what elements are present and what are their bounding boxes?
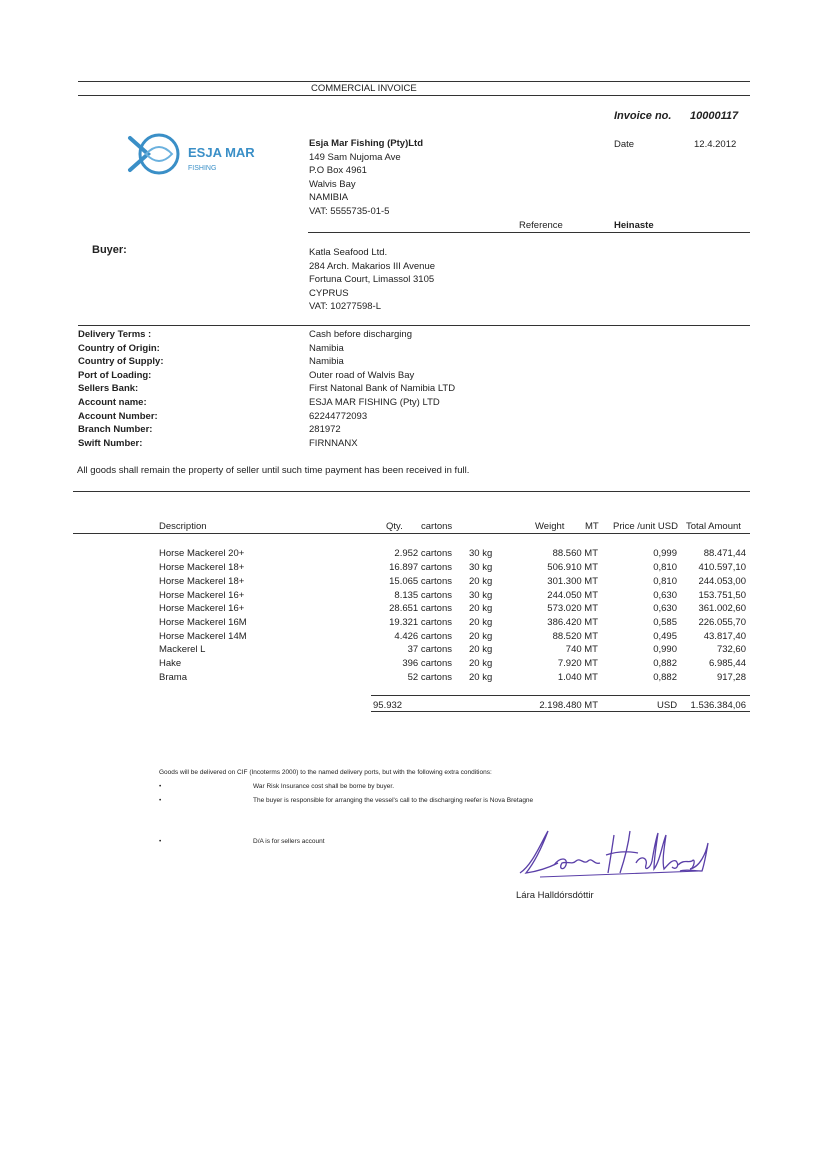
row-kg: 20 kg <box>469 617 493 628</box>
row-kg: 20 kg <box>469 603 493 614</box>
row-desc: Mackerel L <box>159 644 206 655</box>
col-qty: Qty. <box>386 521 403 532</box>
document-title: COMMERCIAL INVOICE <box>311 83 417 94</box>
condition-item: The buyer is responsible for arranging the vessel's call to the discharging reefer is Nova Bretagne <box>253 797 534 804</box>
invoice-no-value: 10000117 <box>690 110 739 122</box>
term-label: Branch Number: <box>78 424 153 436</box>
row-weight: 88.520 MT <box>552 631 598 642</box>
row-desc: Horse Mackerel 16+ <box>159 603 245 614</box>
row-weight: 7.920 MT <box>557 658 598 669</box>
row-desc: Brama <box>159 672 187 683</box>
row-total: 43.817,40 <box>703 631 746 642</box>
term-value: FIRNNANX <box>309 437 358 449</box>
table-row <box>0 672 826 686</box>
row-qty: 4.426 cartons <box>394 631 452 642</box>
row-qty: 16.897 cartons <box>389 562 452 573</box>
row-kg: 30 kg <box>469 562 493 573</box>
term-label: Swift Number: <box>78 437 143 449</box>
row-weight: 740 MT <box>565 644 598 655</box>
row-desc: Horse Mackerel 14M <box>159 631 247 642</box>
row-total: 88.471,44 <box>703 548 746 559</box>
table-row <box>0 658 826 672</box>
row-qty: 28.651 cartons <box>389 603 452 614</box>
terms-labels <box>78 328 164 450</box>
row-price: 0,495 <box>653 631 677 642</box>
reference-label: Reference <box>519 220 563 231</box>
row-total: 153.751,50 <box>698 590 746 601</box>
row-price: 0,630 <box>653 603 677 614</box>
row-kg: 20 kg <box>469 672 493 683</box>
row-desc: Hake <box>159 658 182 669</box>
table-row <box>0 562 826 576</box>
term-label: Account Number: <box>78 410 158 422</box>
row-weight: 88.560 MT <box>552 548 598 559</box>
top-rule <box>78 81 750 82</box>
row-price: 0,990 <box>653 644 677 655</box>
total-amount: 1.536.384,06 <box>690 700 746 711</box>
logo-sub: FISHING <box>188 165 217 172</box>
title-rule <box>78 95 750 96</box>
row-qty: 19.321 cartons <box>389 617 452 628</box>
table-row <box>0 644 826 658</box>
col-price: Price /unit USD <box>613 521 678 532</box>
col-total: Total Amount <box>686 521 741 532</box>
row-desc: Horse Mackerel 18+ <box>159 562 245 573</box>
col-mt: MT <box>585 521 599 532</box>
totals-rule-top <box>371 695 750 696</box>
term-value: 62244772093 <box>309 410 368 422</box>
row-total: 361.002,60 <box>698 603 746 614</box>
condition-item: D/A is for sellers account <box>253 838 325 845</box>
term-label: Port of Loading: <box>78 369 152 381</box>
company-logo <box>126 128 266 180</box>
term-label: Country of Origin: <box>78 342 160 354</box>
row-desc: Horse Mackerel 20+ <box>159 548 245 559</box>
row-qty: 396 cartons <box>402 658 452 669</box>
signatory-name: Lára Halldórsdóttir <box>516 890 594 901</box>
row-desc: Horse Mackerel 16+ <box>159 590 245 601</box>
buyer-line: Fortuna Court, Limassol 3105 <box>309 274 435 285</box>
buyer-line: CYPRUS <box>309 287 349 299</box>
buyer-line: 284 Arch. Makarios III Avenue <box>309 260 436 272</box>
total-weight: 2.198.480 MT <box>539 700 598 711</box>
col-weight: Weight <box>535 521 565 532</box>
fish-logo-icon <box>126 128 186 180</box>
term-label: Sellers Bank: <box>78 383 139 395</box>
col-cartons: cartons <box>421 521 453 532</box>
row-total: 410.597,10 <box>698 562 746 573</box>
row-qty: 2.952 cartons <box>394 548 452 559</box>
buyer-rule <box>78 325 750 326</box>
seller-line: Walvis Bay <box>309 178 356 190</box>
bullet-dot: • <box>159 797 162 804</box>
term-value: Outer road of Walvis Bay <box>309 369 415 381</box>
row-price: 0,810 <box>653 576 677 587</box>
seller-line: 149 Sam Nujoma Ave <box>309 151 401 163</box>
seller-name: Esja Mar Fishing (Pty)Ltd <box>309 138 424 149</box>
row-kg: 20 kg <box>469 631 493 642</box>
term-label: Country of Supply: <box>78 356 164 368</box>
row-price: 0,882 <box>653 658 677 669</box>
reference-value: Heinaste <box>614 220 654 231</box>
row-kg: 20 kg <box>469 644 493 655</box>
row-qty: 37 cartons <box>407 644 452 655</box>
bullet-dot: • <box>159 838 162 845</box>
row-price: 0,810 <box>653 562 677 573</box>
row-price: 0,585 <box>653 617 677 628</box>
seller-line: VAT: 5555735-01-5 <box>309 205 390 217</box>
buyer-address <box>309 246 435 314</box>
row-weight: 573.020 MT <box>547 603 598 614</box>
term-value: Namibia <box>309 356 344 368</box>
row-total: 732,60 <box>716 644 746 655</box>
buyer-line: Katla Seafood Ltd. <box>309 247 388 258</box>
row-desc: Horse Mackerel 16M <box>159 617 247 628</box>
conditions-intro: Goods will be delivered on CIF (Incoterms 2000) to the named delivery ports, but with the following extra conditions: <box>159 769 492 776</box>
row-price: 0,630 <box>653 590 677 601</box>
terms-values <box>309 328 455 450</box>
bullet-dot: • <box>159 783 162 790</box>
table-row <box>0 590 826 604</box>
term-value: Namibia <box>309 342 344 354</box>
table-row <box>0 603 826 617</box>
row-weight: 301.300 MT <box>547 576 598 587</box>
row-total: 6.985,44 <box>709 658 746 669</box>
term-label: Account name: <box>78 396 147 408</box>
term-label: Delivery Terms : <box>78 329 152 340</box>
seller-line: P.O Box 4961 <box>309 165 367 176</box>
row-weight: 506.910 MT <box>547 562 598 573</box>
row-kg: 20 kg <box>469 576 493 587</box>
table-row <box>0 631 826 645</box>
row-price: 0,999 <box>653 548 677 559</box>
col-description: Description <box>159 521 207 532</box>
invoice-no-label: Invoice no. <box>614 110 672 122</box>
table-row <box>0 576 826 590</box>
signature-mark <box>510 825 720 885</box>
seller-line: NAMIBIA <box>309 192 349 203</box>
table-row <box>0 548 826 562</box>
row-price: 0,882 <box>653 672 677 683</box>
term-value: 281972 <box>309 424 341 436</box>
row-total: 226.055,70 <box>698 617 746 628</box>
reference-rule <box>308 232 750 233</box>
seller-address <box>309 137 423 218</box>
table-header-rule <box>73 533 750 534</box>
row-total: 917,28 <box>716 672 746 683</box>
row-qty: 52 cartons <box>407 672 452 683</box>
row-kg: 30 kg <box>469 590 493 601</box>
row-qty: 15.065 cartons <box>389 576 452 587</box>
row-weight: 386.420 MT <box>547 617 598 628</box>
term-value: Cash before discharging <box>309 329 412 340</box>
condition-item: War Risk Insurance cost shall be borne by buyer. <box>253 783 395 790</box>
row-weight: 1.040 MT <box>557 672 598 683</box>
ownership-note: All goods shall remain the property of seller until such time payment has been received in full. <box>77 465 470 476</box>
term-value: ESJA MAR FISHING (Pty) LTD <box>309 396 440 408</box>
row-kg: 20 kg <box>469 658 493 669</box>
term-value: First Natonal Bank of Namibia LTD <box>309 383 456 395</box>
note-rule <box>73 491 750 492</box>
buyer-label: Buyer: <box>92 244 127 256</box>
total-currency: USD <box>657 700 678 711</box>
row-total: 244.053,00 <box>698 576 746 587</box>
date-label: Date <box>614 139 635 150</box>
totals-rule-bottom <box>371 711 750 712</box>
logo-brand: ESJA MAR <box>188 145 255 160</box>
date-value: 12.4.2012 <box>694 139 737 150</box>
row-qty: 8.135 cartons <box>394 590 452 601</box>
row-desc: Horse Mackerel 18+ <box>159 576 245 587</box>
total-qty: 95.932 <box>373 700 403 711</box>
buyer-line: VAT: 10277598-L <box>309 301 382 312</box>
row-kg: 30 kg <box>469 548 493 559</box>
row-weight: 244.050 MT <box>547 590 598 601</box>
table-row <box>0 617 826 631</box>
